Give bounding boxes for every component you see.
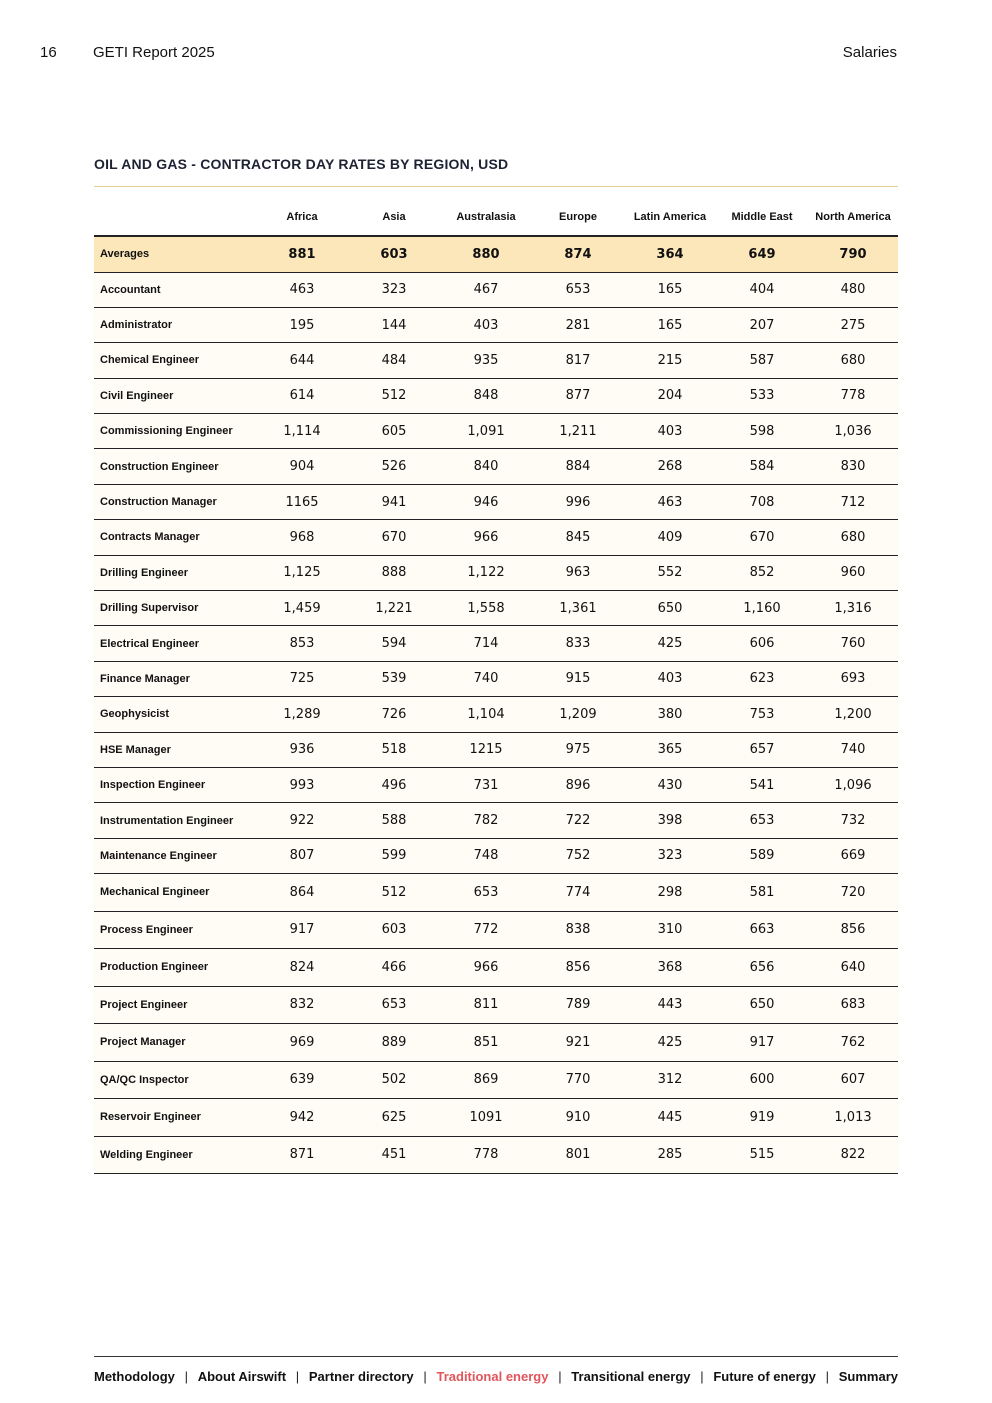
row-label: Instrumentation Engineer (94, 803, 256, 838)
table-cell: 708 (716, 484, 808, 519)
table-cell: 518 (348, 732, 440, 767)
table-cell: 607 (808, 1061, 898, 1099)
table-cell: 817 (532, 343, 624, 378)
row-label: Construction Manager (94, 484, 256, 519)
section-name: Salaries (842, 44, 897, 61)
table-cell: 144 (348, 307, 440, 342)
table-cell: 515 (716, 1136, 808, 1174)
table-cell: 884 (532, 449, 624, 484)
table-cell: 753 (716, 697, 808, 732)
row-label: Averages (94, 236, 256, 272)
row-label: Welding Engineer (94, 1136, 256, 1174)
table-cell: 1,289 (256, 697, 348, 732)
table-cell: 904 (256, 449, 348, 484)
table-cell: 778 (808, 378, 898, 413)
table-cell: 1,013 (808, 1099, 898, 1137)
table-cell: 975 (532, 732, 624, 767)
table-cell: 824 (256, 949, 348, 987)
table-cell: 993 (256, 767, 348, 802)
table-cell: 725 (256, 661, 348, 696)
table-cell: 599 (348, 838, 440, 873)
table-cell: 856 (532, 949, 624, 987)
table-cell: 782 (440, 803, 532, 838)
table-cell: 195 (256, 307, 348, 342)
row-label: Geophysicist (94, 697, 256, 732)
table-row (94, 484, 898, 519)
table-cell: 656 (716, 949, 808, 987)
table-cell: 731 (440, 767, 532, 802)
table-cell: 722 (532, 803, 624, 838)
table-row (94, 1061, 898, 1099)
column-header: Middle East (716, 199, 808, 236)
table-cell: 1,200 (808, 697, 898, 732)
table-row (94, 591, 898, 626)
table-cell: 165 (624, 272, 716, 307)
table-row (94, 661, 898, 696)
table-cell: 889 (348, 1024, 440, 1062)
nav-separator: | (184, 1368, 188, 1384)
table-cell: 215 (624, 343, 716, 378)
title-divider (94, 186, 898, 187)
role-column-header (94, 199, 256, 236)
row-label: Drilling Engineer (94, 555, 256, 590)
table-cell: 840 (440, 449, 532, 484)
row-label: Project Manager (94, 1024, 256, 1062)
table-row (94, 874, 898, 912)
table-cell: 539 (348, 661, 440, 696)
table-body (94, 236, 898, 1174)
table-cell: 502 (348, 1061, 440, 1099)
table-cell: 1,091 (440, 414, 532, 449)
table-row (94, 1024, 898, 1062)
table-row (94, 732, 898, 767)
table-cell: 1,114 (256, 414, 348, 449)
table-cell: 996 (532, 484, 624, 519)
table-cell: 740 (808, 732, 898, 767)
footer-link-partner-directory[interactable]: Partner directory (308, 1368, 414, 1384)
table-cell: 748 (440, 838, 532, 873)
table-cell: 960 (808, 555, 898, 590)
row-label: Finance Manager (94, 661, 256, 696)
table-cell: 871 (256, 1136, 348, 1174)
table-cell: 310 (624, 911, 716, 949)
column-header: Europe (532, 199, 624, 236)
table-cell: 693 (808, 661, 898, 696)
table-cell: 848 (440, 378, 532, 413)
row-label: Electrical Engineer (94, 626, 256, 661)
table-cell: 581 (716, 874, 808, 912)
table-cell: 790 (808, 236, 898, 272)
table-cell: 752 (532, 838, 624, 873)
table-cell: 552 (624, 555, 716, 590)
column-header: Australasia (440, 199, 532, 236)
row-label: Commissioning Engineer (94, 414, 256, 449)
row-label: Contracts Manager (94, 520, 256, 555)
row-label: Inspection Engineer (94, 767, 256, 802)
table-cell: 368 (624, 949, 716, 987)
table-cell: 807 (256, 838, 348, 873)
table-cell: 484 (348, 343, 440, 378)
table-cell: 365 (624, 732, 716, 767)
row-label: Drilling Supervisor (94, 591, 256, 626)
table-cell: 204 (624, 378, 716, 413)
table-cell: 644 (256, 343, 348, 378)
row-label: Process Engineer (94, 911, 256, 949)
table-cell: 588 (348, 803, 440, 838)
table-cell: 770 (532, 1061, 624, 1099)
table-cell: 966 (440, 520, 532, 555)
table-cell: 917 (256, 911, 348, 949)
table-cell: 1,209 (532, 697, 624, 732)
table-cell: 600 (716, 1061, 808, 1099)
table-row (94, 1136, 898, 1174)
table-cell: 946 (440, 484, 532, 519)
page-number: 16 (40, 44, 57, 61)
table-cell: 640 (808, 949, 898, 987)
table-cell: 398 (624, 803, 716, 838)
column-header: Asia (348, 199, 440, 236)
table-cell: 1,211 (532, 414, 624, 449)
table-cell: 941 (348, 484, 440, 519)
table-cell: 936 (256, 732, 348, 767)
table-cell: 683 (808, 986, 898, 1024)
table-header (94, 199, 898, 236)
table-cell: 969 (256, 1024, 348, 1062)
nav-separator: | (423, 1368, 427, 1384)
table-cell: 650 (624, 591, 716, 626)
table-row (94, 838, 898, 873)
table-cell: 404 (716, 272, 808, 307)
table-cell: 603 (348, 236, 440, 272)
table-cell: 207 (716, 307, 808, 342)
row-label: Civil Engineer (94, 378, 256, 413)
column-header: Africa (256, 199, 348, 236)
table-cell: 606 (716, 626, 808, 661)
table-cell: 680 (808, 520, 898, 555)
table-cell: 856 (808, 911, 898, 949)
table-cell: 910 (532, 1099, 624, 1137)
table-cell: 463 (624, 484, 716, 519)
row-label: QA/QC Inspector (94, 1061, 256, 1099)
table-cell: 774 (532, 874, 624, 912)
table-cell: 598 (716, 414, 808, 449)
table-cell: 594 (348, 626, 440, 661)
table-cell: 496 (348, 767, 440, 802)
table-cell: 864 (256, 874, 348, 912)
table-cell: 403 (624, 414, 716, 449)
table-cell: 1,096 (808, 767, 898, 802)
table-cell: 653 (348, 986, 440, 1024)
table-cell: 639 (256, 1061, 348, 1099)
table-cell: 380 (624, 697, 716, 732)
table-cell: 480 (808, 272, 898, 307)
row-label: Mechanical Engineer (94, 874, 256, 912)
table-cell: 1,104 (440, 697, 532, 732)
table-cell: 1,122 (440, 555, 532, 590)
footer-link-about-airswift[interactable]: About Airswift (197, 1368, 287, 1384)
table-cell: 312 (624, 1061, 716, 1099)
day-rates-table (94, 199, 898, 1174)
table-cell: 467 (440, 272, 532, 307)
table-cell: 1091 (440, 1099, 532, 1137)
table-title: OIL AND GAS - CONTRACTOR DAY RATES BY REGION, USD (94, 156, 509, 172)
table-cell: 443 (624, 986, 716, 1024)
table-row (94, 520, 898, 555)
table-row (94, 414, 898, 449)
table-cell: 830 (808, 449, 898, 484)
table-cell: 1165 (256, 484, 348, 519)
table-row (94, 378, 898, 413)
table-cell: 653 (716, 803, 808, 838)
nav-separator: | (700, 1368, 704, 1384)
table-cell: 298 (624, 874, 716, 912)
table-row (94, 449, 898, 484)
footer-divider (94, 1356, 898, 1357)
footer-link-future-of-energy[interactable]: Future of energy (713, 1368, 816, 1384)
table-cell: 851 (440, 1024, 532, 1062)
table-cell: 364 (624, 236, 716, 272)
table-cell: 541 (716, 767, 808, 802)
row-label: Construction Engineer (94, 449, 256, 484)
table-cell: 463 (256, 272, 348, 307)
table-row (94, 307, 898, 342)
table-cell: 811 (440, 986, 532, 1024)
footer-link-methodology[interactable]: Methodology (94, 1368, 175, 1384)
table-cell: 526 (348, 449, 440, 484)
table-row (94, 272, 898, 307)
table-row (94, 986, 898, 1024)
table-cell: 625 (348, 1099, 440, 1137)
column-header: Latin America (624, 199, 716, 236)
table-cell: 669 (808, 838, 898, 873)
table-cell: 587 (716, 343, 808, 378)
nav-separator: | (825, 1368, 830, 1384)
table-cell: 963 (532, 555, 624, 590)
table-cell: 605 (348, 414, 440, 449)
footer-nav (94, 1366, 898, 1386)
table-row (94, 1099, 898, 1137)
table-cell: 712 (808, 484, 898, 519)
table-cell: 874 (532, 236, 624, 272)
table-cell: 732 (808, 803, 898, 838)
table-cell: 512 (348, 378, 440, 413)
table-cell: 845 (532, 520, 624, 555)
table-cell: 942 (256, 1099, 348, 1137)
table-cell: 512 (348, 874, 440, 912)
table-cell: 822 (808, 1136, 898, 1174)
column-header: North America (808, 199, 898, 236)
table-cell: 614 (256, 378, 348, 413)
table-cell: 403 (440, 307, 532, 342)
table-cell: 760 (808, 626, 898, 661)
table-cell: 268 (624, 449, 716, 484)
table-cell: 323 (348, 272, 440, 307)
footer-link-traditional-energy[interactable]: Traditional energy (436, 1368, 549, 1384)
table-cell: 1,221 (348, 591, 440, 626)
footer-link-transitional-energy[interactable]: Transitional energy (571, 1368, 691, 1384)
table-cell: 663 (716, 911, 808, 949)
table-cell: 409 (624, 520, 716, 555)
table-cell: 1215 (440, 732, 532, 767)
table-cell: 650 (716, 986, 808, 1024)
table-cell: 670 (716, 520, 808, 555)
table-cell: 852 (716, 555, 808, 590)
table-cell: 772 (440, 911, 532, 949)
table-cell: 789 (532, 986, 624, 1024)
table-cell: 670 (348, 520, 440, 555)
table-cell: 832 (256, 986, 348, 1024)
row-label: Accountant (94, 272, 256, 307)
page-header (0, 42, 992, 64)
table-cell: 714 (440, 626, 532, 661)
table-cell: 603 (348, 911, 440, 949)
row-label: Maintenance Engineer (94, 838, 256, 873)
table-cell: 1,036 (808, 414, 898, 449)
table-cell: 726 (348, 697, 440, 732)
table-cell: 1,160 (716, 591, 808, 626)
table-cell: 740 (440, 661, 532, 696)
table-cell: 935 (440, 343, 532, 378)
table-cell: 533 (716, 378, 808, 413)
report-title: GETI Report 2025 (93, 44, 215, 61)
table-row (94, 803, 898, 838)
nav-separator: | (558, 1368, 562, 1384)
table-cell: 1,316 (808, 591, 898, 626)
table-cell: 896 (532, 767, 624, 802)
table-cell: 323 (624, 838, 716, 873)
table-cell: 451 (348, 1136, 440, 1174)
table-row (94, 697, 898, 732)
table-cell: 917 (716, 1024, 808, 1062)
row-label: HSE Manager (94, 732, 256, 767)
table-cell: 801 (532, 1136, 624, 1174)
table-cell: 623 (716, 661, 808, 696)
table-cell: 881 (256, 236, 348, 272)
table-cell: 720 (808, 874, 898, 912)
table-cell: 657 (716, 732, 808, 767)
table-cell: 649 (716, 236, 808, 272)
table-cell: 880 (440, 236, 532, 272)
table-cell: 833 (532, 626, 624, 661)
table-cell: 778 (440, 1136, 532, 1174)
averages-row (94, 236, 898, 272)
table-cell: 1,125 (256, 555, 348, 590)
table-cell: 888 (348, 555, 440, 590)
table-cell: 430 (624, 767, 716, 802)
row-label: Production Engineer (94, 949, 256, 987)
table-cell: 1,558 (440, 591, 532, 626)
table-cell: 584 (716, 449, 808, 484)
table-cell: 445 (624, 1099, 716, 1137)
table-cell: 915 (532, 661, 624, 696)
table-row (94, 911, 898, 949)
table-cell: 425 (624, 626, 716, 661)
row-label: Project Engineer (94, 986, 256, 1024)
header-row (94, 199, 898, 236)
table-row (94, 626, 898, 661)
table-cell: 466 (348, 949, 440, 987)
footer-link-summary[interactable]: Summary (838, 1368, 898, 1384)
table-cell: 680 (808, 343, 898, 378)
table-cell: 869 (440, 1061, 532, 1099)
table-cell: 425 (624, 1024, 716, 1062)
table-cell: 653 (440, 874, 532, 912)
table-cell: 853 (256, 626, 348, 661)
table-row (94, 343, 898, 378)
table-row (94, 555, 898, 590)
table-cell: 653 (532, 272, 624, 307)
table-row (94, 767, 898, 802)
table-cell: 838 (532, 911, 624, 949)
table-cell: 919 (716, 1099, 808, 1137)
table-cell: 165 (624, 307, 716, 342)
table-cell: 968 (256, 520, 348, 555)
table-cell: 921 (532, 1024, 624, 1062)
table-cell: 762 (808, 1024, 898, 1062)
table-cell: 281 (532, 307, 624, 342)
row-label: Chemical Engineer (94, 343, 256, 378)
table-cell: 922 (256, 803, 348, 838)
table-cell: 403 (624, 661, 716, 696)
table-cell: 285 (624, 1136, 716, 1174)
table-cell: 1,361 (532, 591, 624, 626)
table-row (94, 949, 898, 987)
table-cell: 877 (532, 378, 624, 413)
row-label: Reservoir Engineer (94, 1099, 256, 1137)
table-cell: 589 (716, 838, 808, 873)
table-cell: 1,459 (256, 591, 348, 626)
row-label: Administrator (94, 307, 256, 342)
table-cell: 275 (808, 307, 898, 342)
table-cell: 966 (440, 949, 532, 987)
nav-separator: | (295, 1368, 300, 1384)
